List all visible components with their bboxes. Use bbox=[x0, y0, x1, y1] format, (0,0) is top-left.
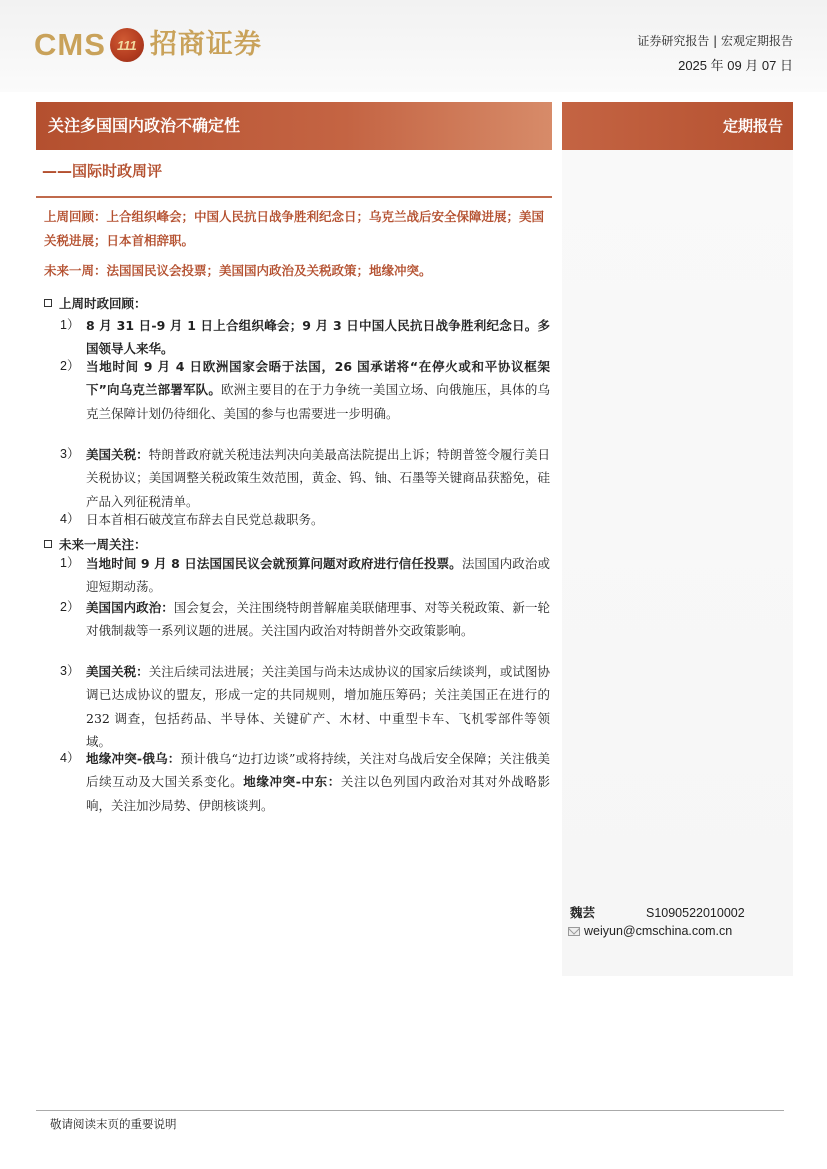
item-number: 3） bbox=[60, 664, 80, 678]
item-text: 特朗普政府就关税违法判决向美最高法院提出上诉；特朗普签令履行美日关税协议；美国调整关税政策生效范围，黄金、钨、铀、石墨等关键商品获豁免，硅产品入列征税清单。 bbox=[86, 447, 550, 509]
outlook-item-4 bbox=[60, 747, 550, 817]
author-email-row bbox=[568, 924, 732, 938]
item-number: 3） bbox=[60, 447, 80, 461]
logo-emblem-icon: 111 bbox=[110, 28, 144, 62]
author-name: 魏芸 bbox=[570, 905, 596, 920]
outlook-item-2 bbox=[60, 596, 550, 643]
report-category: 证券研究报告 | 宏观定期报告 bbox=[637, 34, 793, 48]
item-text: 关注后续司法进展；关注美国与尚未达成协议的国家后续谈判，或试图协调已达成协议的盟友，形成一定的共同规则，增加施压筹码；关注美国正在进行的 232 调查，包括药品、半导体、关键矿产、木材、中重型卡车、飞机零部件等领域。 bbox=[86, 664, 550, 749]
report-title: 关注多国国内政治不确定性 bbox=[36, 102, 552, 150]
review-item-4 bbox=[60, 508, 550, 531]
item-text-2: 关注以色列国内政治对其对外战略影响，关注加沙局势、伊朗核谈判。 bbox=[86, 774, 550, 813]
report-date: 2025 年 09 月 07 日 bbox=[678, 58, 793, 73]
side-panel bbox=[562, 150, 793, 976]
item-number: 2） bbox=[60, 359, 80, 373]
summary-last-week: 上周回顾：上合组织峰会；中国人民抗日战争胜利纪念日；乌克兰战后安全保障进展；美国关税进展；日本首相辞职。 bbox=[44, 209, 545, 248]
item-number: 2） bbox=[60, 600, 80, 614]
company-logo bbox=[34, 22, 262, 68]
item-bold: 地缘冲突-俄乌： bbox=[86, 751, 181, 766]
logo-latin: CMS bbox=[34, 27, 106, 62]
item-bold: 美国国内政治： bbox=[86, 600, 174, 615]
review-item-2 bbox=[60, 355, 550, 425]
footer-note: 敬请阅读末页的重要说明 bbox=[50, 1117, 177, 1131]
author-email[interactable]: weiyun@cmschina.com.cn bbox=[584, 924, 733, 938]
item-bold: 8 月 31 日-9 月 1 日上合组织峰会；9 月 3 日中国人民抗日战争胜利纪念日。多国领导人来华。 bbox=[86, 318, 550, 357]
report-subtitle: ——国际时政周评 bbox=[42, 162, 163, 180]
author-code: S1090522010002 bbox=[645, 906, 745, 920]
author-info bbox=[570, 903, 745, 921]
item-bold: 美国关税： bbox=[86, 447, 149, 462]
summary-next-week: 未来一周：法国国民议会投票；美国国内政治及关税政策；地缘冲突。 bbox=[44, 263, 432, 278]
item-text: 国会复会，关注围绕特朗普解雇美联储理事、对等关税政策、新一轮对俄制裁等一系列议题的进展。关注国内政治对特朗普外交政策影响。 bbox=[86, 600, 550, 639]
logo-chinese: 招商证券 bbox=[149, 29, 262, 60]
footer-divider bbox=[36, 1110, 784, 1111]
outlook-heading bbox=[44, 535, 147, 553]
item-bold: 当地时间 9 月 4 日欧洲国家会晤于法国，26 国承诺将“在停火或和平协议框架下”向乌克兰部署军队。 bbox=[86, 359, 550, 398]
outlook-item-1 bbox=[60, 552, 550, 599]
item-number: 4） bbox=[60, 512, 80, 526]
item-text: 预计俄乌“边打边谈”或将持续，关注对乌战后安全保障；关注俄美后续互动及大国关系变化。 bbox=[86, 751, 550, 790]
header-meta bbox=[637, 32, 793, 74]
outlook-item-3 bbox=[60, 660, 550, 753]
item-number: 1） bbox=[60, 318, 80, 332]
review-item-1 bbox=[60, 314, 550, 361]
review-item-3 bbox=[60, 443, 550, 513]
review-heading-text: 上周时政回顾： bbox=[59, 296, 147, 311]
item-number: 4） bbox=[60, 751, 80, 765]
item-text: 欧洲主要目的在于力争统一美国立场、向俄施压，具体的乌克兰保障计划仍待细化、美国的参与也需要进一步明确。 bbox=[86, 382, 550, 421]
checkbox-bullet-icon bbox=[44, 299, 52, 307]
title-divider bbox=[36, 196, 552, 198]
item-bold: 当地时间 9 月 8 日法国国民议会就预算问题对政府进行信任投票。 bbox=[86, 556, 462, 571]
item-bold-2: 地缘冲突-中东： bbox=[243, 774, 341, 790]
report-type-label: 定期报告 bbox=[562, 102, 793, 150]
item-text: 法国国内政治或迎短期动荡。 bbox=[86, 556, 550, 595]
checkbox-bullet-icon bbox=[44, 540, 52, 548]
item-number: 1） bbox=[60, 556, 80, 570]
review-heading bbox=[44, 294, 147, 312]
item-bold: 美国关税： bbox=[86, 664, 149, 679]
item-text: 日本首相石破茂宣布辞去自民党总裁职务。 bbox=[86, 512, 324, 527]
outlook-heading-text: 未来一周关注： bbox=[59, 537, 147, 552]
mail-icon bbox=[568, 927, 580, 936]
